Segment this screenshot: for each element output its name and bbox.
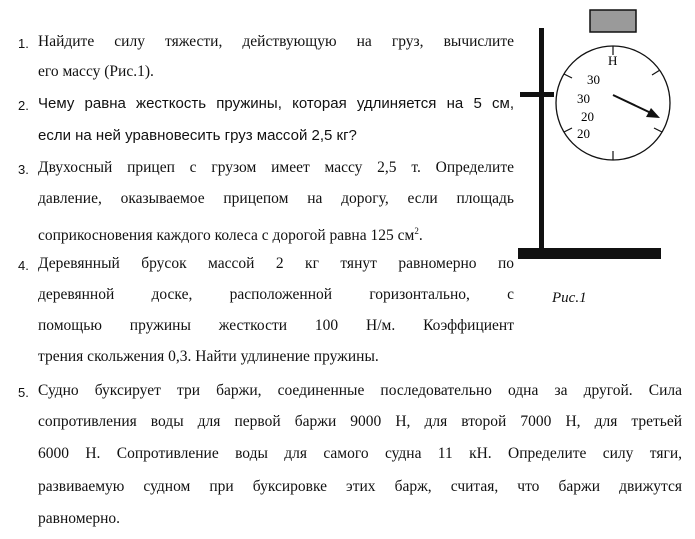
problem-text-line: Чему равна жесткость пружины, которая удлиняется на 5 см, — [38, 95, 514, 112]
problem-text-line: Двухосный прицеп с грузом имеет массу 2,5 т. Определите — [38, 159, 514, 176]
dynamometer-figure — [510, 5, 690, 305]
problem-number: 3. — [18, 162, 29, 177]
problem-text-line: трения скольжения 0,3. Найти удлинение пружины. — [38, 348, 379, 365]
problem-number: 1. — [18, 36, 29, 51]
scale-label: 30 — [577, 91, 590, 106]
unit-label: Н — [608, 53, 618, 68]
problem-text-line: помощью пружины жесткости 100 Н/м. Коэффициент — [38, 317, 514, 334]
period: . — [418, 227, 423, 245]
problem-text-line: сопротивления воды для первой баржи 9000 Н, для второй 7000 Н, для третьей — [38, 413, 682, 430]
weight-block — [590, 10, 636, 32]
problem-text: соприкосновения каждого колеса с дорогой равна 125 см — [38, 227, 415, 245]
problem-text-line: развиваемую судном при буксировке этих барж, считая, что баржи движутся — [38, 478, 682, 495]
problem-text-line: Судно буксирует три баржи, соединенные последовательно одна за другой. Сила — [38, 382, 682, 399]
problem-text-line: равномерно. — [38, 510, 121, 527]
scale-label: 20 — [581, 109, 594, 124]
problem-text-line: Найдите силу тяжести, действующую на груз, вычислите — [38, 33, 514, 50]
scale-label: 30 — [587, 72, 600, 87]
problem-text-line: если на ней уравновесить груз массой 2,5 кг? — [38, 127, 357, 144]
problem-number: 4. — [18, 258, 29, 273]
problem-number: 2. — [18, 98, 29, 113]
stand-base — [518, 248, 661, 259]
superscript: 2 — [414, 226, 419, 236]
problem-text-line: 6000 Н. Сопротивление воды для самого судна 11 кН. Определите силу тяги, — [38, 445, 682, 462]
problem-text-line: деревянной доске, расположенной горизонтально, с — [38, 286, 514, 303]
stand-pole — [539, 28, 544, 252]
figure-caption: Рис.1 — [552, 290, 587, 306]
problem-number: 5. — [18, 385, 29, 400]
scale-label: 20 — [577, 126, 590, 141]
stand-clamp — [520, 92, 554, 97]
problem-text-line: давление, оказываемое прицепом на дорогу, если площадь — [38, 190, 514, 207]
problem-text-line: его массу (Рис.1). — [38, 63, 154, 80]
problem-text-line — [38, 221, 423, 246]
problem-text-line: Деревянный брусок массой 2 кг тянут равномерно по — [38, 255, 514, 272]
